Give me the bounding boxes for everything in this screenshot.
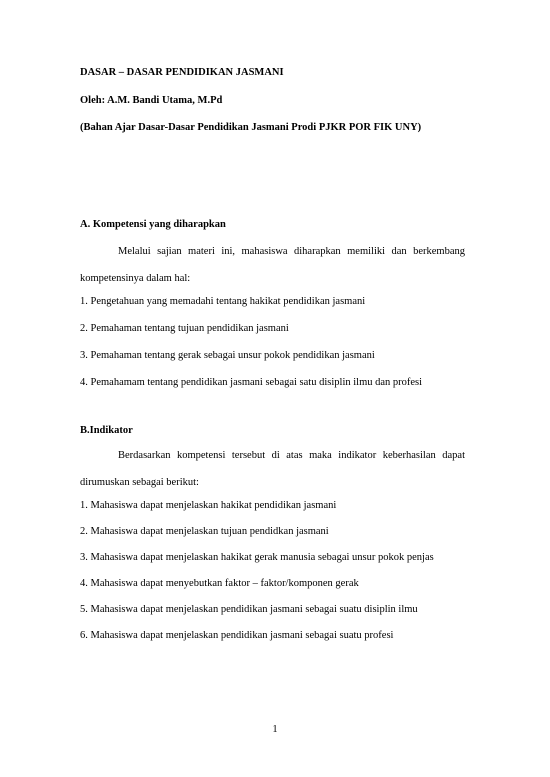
source-line: (Bahan Ajar Dasar-Dasar Pendidikan Jasmani Prodi PJKR POR FIK UNY) xyxy=(80,122,422,133)
section-b-item: 5. Mahasiswa dapat menjelaskan pendidikan jasmani sebagai suatu disiplin ilmu xyxy=(80,604,418,615)
document-title: DASAR – DASAR PENDIDIKAN JASMANI xyxy=(80,67,284,78)
section-a-item: 1. Pengetahuan yang memadahi tentang hakikat pendidikan jasmani xyxy=(80,296,366,307)
section-b-item: 2. Mahasiswa dapat menjelaskan tujuan pendidkan jasmani xyxy=(80,526,329,537)
section-a-item: 3. Pemahaman tentang gerak sebagai unsur pokok pendidikan jasmani xyxy=(80,350,375,361)
section-a-heading: A. Kompetensi yang diharapkan xyxy=(80,219,226,230)
section-b-item: 1. Mahasiswa dapat menjelaskan hakikat pendidikan jasmani xyxy=(80,500,337,511)
section-b-item: 4. Mahasiswa dapat menyebutkan faktor – faktor/komponen gerak xyxy=(80,578,359,589)
section-b-item: 6. Mahasiswa dapat menjelaskan pendidikan jasmani sebagai suatu profesi xyxy=(80,630,394,641)
section-a-item: 4. Pemahamam tentang pendidikan jasmani sebagai satu disiplin ilmu dan profesi xyxy=(80,377,423,388)
section-b-intro-line1: Berdasarkan kompetensi tersebut di atas maka indikator keberhasilan dapat xyxy=(118,450,465,461)
section-a-item: 2. Pemahaman tentang tujuan pendidikan jasmani xyxy=(80,323,289,334)
section-a-intro-line1: Melalui sajian materi ini, mahasiswa diharapkan memiliki dan berkembang xyxy=(118,246,465,257)
section-a-intro-line2: kompetensinya dalam hal: xyxy=(80,273,191,284)
section-b-item: 3. Mahasiswa dapat menjelaskan hakikat gerak manusia sebagai unsur pokok penjas xyxy=(80,552,434,563)
author-line: Oleh: A.M. Bandi Utama, M.Pd xyxy=(80,95,223,106)
section-b-heading: B.Indikator xyxy=(80,425,133,436)
page-number: 1 xyxy=(272,724,278,735)
section-b-intro-line2: dirumuskan sebagai berikut: xyxy=(80,477,199,488)
